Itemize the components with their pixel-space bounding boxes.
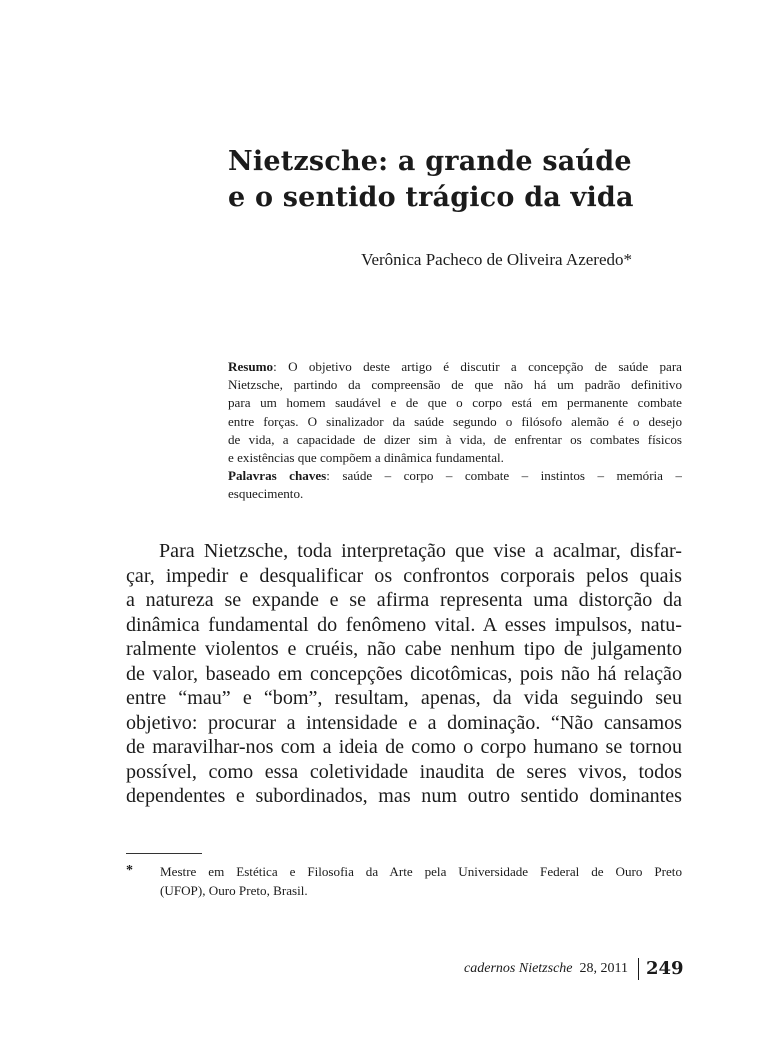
abstract-line: e existências que compõem a dinâmica fundamental. [228, 450, 504, 466]
body-line: dependentes e subordinados, mas num outro sentido dominantes [126, 785, 682, 807]
footnote-divider [126, 853, 202, 854]
body-line: a natureza se expande e se afirma representa uma distorção da [126, 589, 682, 611]
keywords-text: : saúde – corpo – combate – instintos – memória – [326, 468, 682, 484]
running-footer [420, 960, 628, 978]
author-name: Verônica Pacheco de Oliveira Azeredo* [361, 250, 632, 269]
body-line: entre “mau” e “bom”, resultam, apenas, da vida seguindo seu [126, 687, 682, 709]
page-number: 249 [646, 958, 684, 979]
footnote-marker: * [126, 863, 133, 878]
body-line: ralmente violentos e cruéis, não cabe nenhum tipo de julgamento [126, 638, 682, 660]
footnote-line: Mestre em Estética e Filosofia da Arte pela Universidade Federal de Ouro Preto [160, 864, 682, 879]
title-line: e o sentido trágico da vida [228, 182, 634, 213]
page-number-divider [638, 958, 639, 980]
keywords-label: Palavras chaves [228, 468, 327, 484]
body-line: çar, impedir e desqualificar os confrontos corporais pelos quais [126, 564, 682, 587]
abstract-label: Resumo [228, 359, 274, 374]
journal-name: cadernos Nietzsche [464, 961, 573, 976]
abstract-text: : O objetivo deste artigo é discutir a concepção de saúde para [273, 359, 682, 374]
article-title [228, 144, 688, 216]
journal-issue: 28, 2011 [579, 961, 628, 976]
keywords-line: esquecimento. [228, 486, 304, 502]
body-line: de valor, baseado em concepções dicotômicas, pois não há relação [126, 662, 682, 685]
body-line: objetivo: procurar a intensidade e a dominação. “Não cansamos [126, 711, 682, 734]
abstract-line: entre forças. O sinalizador da saúde segundo o filósofo alemão é o desejo [228, 413, 682, 429]
body-line: dinâmica fundamental do fenômeno vital. A esses impulsos, natu- [126, 613, 682, 636]
body-line: de maravilhar-nos com a ideia de como o corpo humano se tornou [126, 736, 682, 758]
body-paragraph [126, 539, 682, 809]
body-line: Para Nietzsche, toda interpretação que vise a acalmar, disfar- [159, 540, 682, 562]
abstract-line: para um homem saudável e de que o corpo está em permanente combate [228, 395, 682, 411]
abstract-line [228, 358, 682, 376]
body-line: possível, como essa coletividade inaudita de seres vivos, todos [126, 760, 682, 783]
abstract-line: Nietzsche, partindo da compreensão de que não há um padrão definitivo [228, 377, 682, 393]
footnote-line: (UFOP), Ouro Preto, Brasil. [160, 883, 308, 898]
abstract-block [228, 358, 682, 504]
abstract-line: de vida, a capacidade de dizer sim à vida, de enfrentar os combates físicos [228, 431, 682, 447]
keywords-line [228, 467, 682, 485]
footnote [160, 862, 682, 900]
title-line: Nietzsche: a grande saúde [228, 146, 632, 177]
